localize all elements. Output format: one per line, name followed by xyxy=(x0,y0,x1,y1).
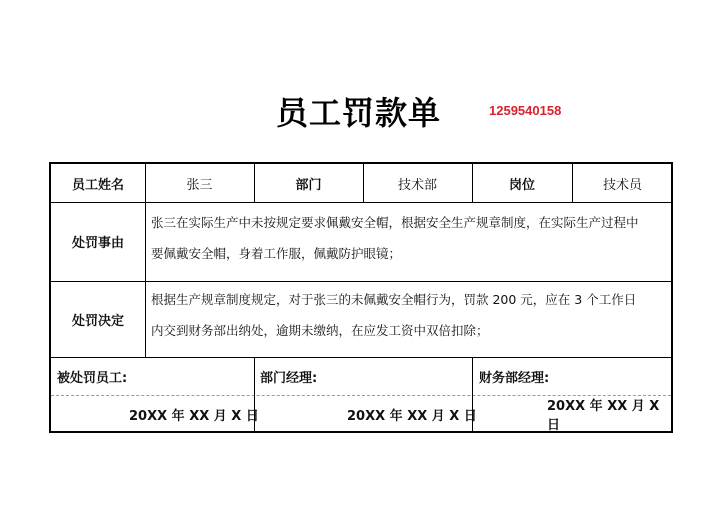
penalty-form-table xyxy=(49,162,673,433)
penalty-decision-line: 根据生产规章制度规定，对于张三的未佩戴安全帽行为，罚款 200 元，应在 3 个工作日 xyxy=(151,292,637,307)
penalty-reason-text xyxy=(151,207,639,269)
position-value: 技术员 xyxy=(602,177,642,193)
penalty-decision-label: 处罚决定 xyxy=(71,313,124,329)
employee-name-label: 员工姓名 xyxy=(71,177,124,193)
employee-signature-date: 20XX 年 XX 月 X 日 xyxy=(129,408,259,424)
finance-manager-signature-label: 财务部经理: xyxy=(479,370,550,386)
position-label: 岗位 xyxy=(508,177,535,193)
department-manager-signature-label: 部门经理: xyxy=(260,370,318,386)
penalty-reason-line: 要佩戴安全帽，身着工作服，佩戴防护眼镜； xyxy=(151,246,402,261)
form-title: 员工罚款单 xyxy=(276,94,442,132)
penalty-reason-line: 张三在实际生产中未按规定要求佩戴安全帽，根据安全生产规章制度，在实际生产过程中 xyxy=(151,215,639,230)
department-label: 部门 xyxy=(295,177,322,193)
row-divider xyxy=(51,357,671,358)
finance-signature-date: 20XX 年 XX 月 X 日 xyxy=(547,399,660,433)
manager-signature-date: 20XX 年 XX 月 X 日 xyxy=(347,408,477,424)
employee-name-value: 张三 xyxy=(186,177,213,193)
penalized-employee-signature-label: 被处罚员工: xyxy=(57,370,128,386)
penalty-reason-label: 处罚事由 xyxy=(71,236,124,251)
penalty-decision-text xyxy=(151,284,636,346)
department-value: 技术部 xyxy=(397,177,437,193)
form-code: 1259540158 xyxy=(489,103,562,118)
col-divider xyxy=(145,202,146,357)
penalty-decision-line: 内交到财务部出纳处，逾期未缴纳，在应发工资中双倍扣除； xyxy=(151,323,489,338)
